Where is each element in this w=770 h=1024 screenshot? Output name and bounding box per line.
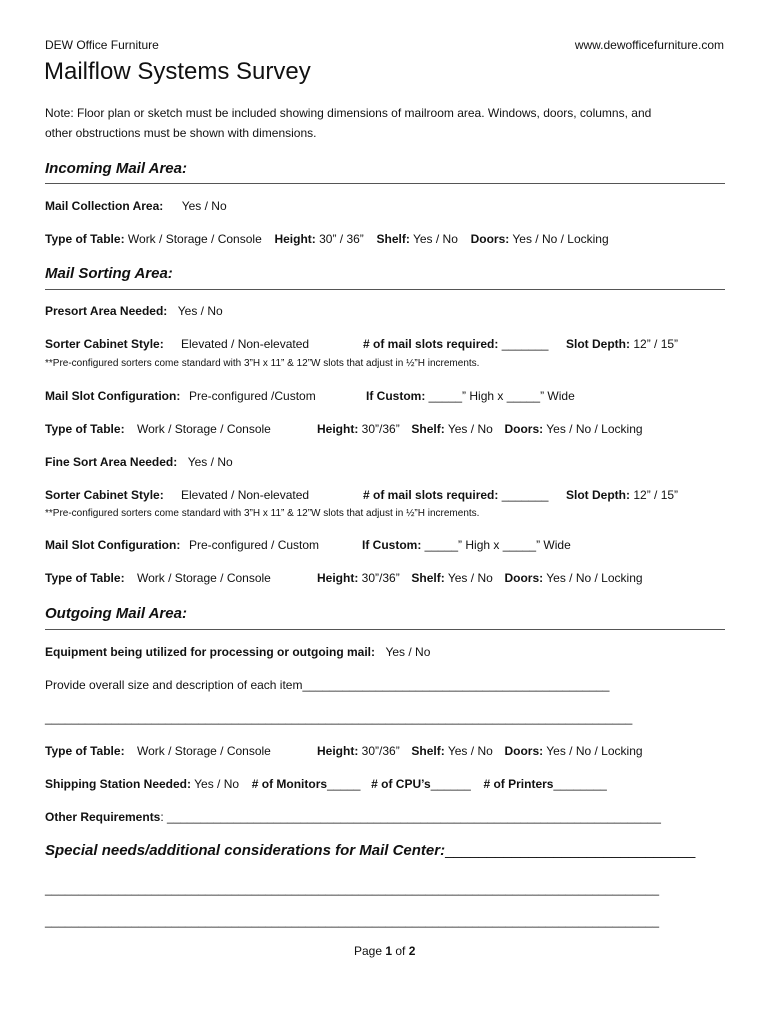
- doors-options[interactable]: Yes / No / Locking: [546, 422, 643, 436]
- slot-depth-label: Slot Depth:: [566, 488, 630, 502]
- shelf-options[interactable]: Yes / No: [447, 571, 493, 585]
- doors-options[interactable]: Yes / No / Locking: [512, 232, 609, 246]
- doors-options[interactable]: Yes / No / Locking: [546, 571, 643, 585]
- table-type-label: Type of Table:: [45, 422, 125, 436]
- cpus-label: # of CPU’s: [371, 777, 431, 791]
- page-current: 1: [385, 944, 393, 958]
- cpus-field[interactable]: ______: [430, 777, 471, 791]
- describe-row: [45, 678, 609, 692]
- presort-row: [45, 304, 223, 318]
- shipping-row: [45, 777, 607, 791]
- custom-label: If Custom:: [362, 538, 422, 552]
- custom-size-field[interactable]: _____” High x _____” Wide: [428, 389, 575, 403]
- table-type-options[interactable]: Work / Storage / Console: [137, 744, 271, 758]
- height-options[interactable]: 30”/36”: [361, 571, 400, 585]
- fine-sort-options[interactable]: Yes / No: [187, 455, 233, 469]
- note-line-2: other obstructions must be shown with dimensions.: [45, 126, 317, 140]
- shelf-label: Shelf:: [411, 744, 445, 758]
- shelf-label: Shelf:: [376, 232, 410, 246]
- doors-label: Doors:: [470, 232, 510, 246]
- doors-label: Doors:: [504, 422, 544, 436]
- fine-sort-label: Fine Sort Area Needed:: [45, 455, 178, 469]
- table-type-options[interactable]: Work / Storage / Console: [137, 571, 271, 585]
- slot-config-label: Mail Slot Configuration:: [45, 538, 181, 552]
- page-prefix: Page: [354, 944, 386, 958]
- special-needs-line-2[interactable]: ____________________________________________________________________________________________: [45, 914, 659, 928]
- special-needs-line-1[interactable]: ____________________________________________________________________________________________: [45, 882, 659, 896]
- preconfig-footnote: **Pre-configured sorters come standard with 3”H x 11” & 12”W slots that adjust in ½”H increments.: [45, 508, 480, 519]
- equipment-row: [45, 645, 430, 659]
- note-line-1: Note: Floor plan or sketch must be included showing dimensions of mailroom area. Windows, doors, columns, and: [45, 106, 652, 120]
- company-name: DEW Office Furniture: [45, 38, 159, 52]
- shelf-label: Shelf:: [411, 422, 445, 436]
- mail-slots-field[interactable]: _______: [501, 337, 549, 351]
- shelf-options[interactable]: Yes / No: [447, 422, 493, 436]
- describe-field[interactable]: ______________________________________________: [302, 678, 610, 692]
- table-type-label: Type of Table:: [45, 744, 125, 758]
- mail-collection-options[interactable]: Yes / No: [181, 199, 227, 213]
- slot-config-label: Mail Slot Configuration:: [45, 389, 181, 403]
- slot-depth-label: Slot Depth:: [566, 337, 630, 351]
- mail-slots-row: [363, 337, 548, 351]
- page-total: 2: [408, 944, 416, 958]
- doors-label: Doors:: [504, 571, 544, 585]
- preconfig-footnote: **Pre-configured sorters come standard with 3”H x 11” & 12”W slots that adjust in ½”H increments.: [45, 358, 480, 369]
- monitors-label: # of Monitors: [251, 777, 328, 791]
- sorting-divider: [45, 289, 725, 290]
- equipment-options[interactable]: Yes / No: [385, 645, 431, 659]
- outgoing-divider: [45, 629, 725, 630]
- table-type-label: Type of Table:: [45, 232, 125, 246]
- mail-slots-row: [363, 488, 548, 502]
- fine-sort-row: [45, 455, 233, 469]
- incoming-heading: Incoming Mail Area:: [45, 160, 187, 177]
- presort-options[interactable]: Yes / No: [177, 304, 223, 318]
- shipping-options[interactable]: Yes / No: [194, 777, 240, 791]
- slot-depth-options[interactable]: 12” / 15”: [633, 337, 679, 351]
- slot-depth-row: [566, 337, 678, 351]
- sorter-style-options[interactable]: Elevated / Non-elevated: [181, 337, 310, 351]
- slot-depth-options[interactable]: 12” / 15”: [633, 488, 679, 502]
- page-title: Mailflow Systems Survey: [44, 58, 311, 85]
- sorter-style-options[interactable]: Elevated / Non-elevated: [181, 488, 310, 502]
- printers-field[interactable]: ________: [553, 777, 607, 791]
- page-of: of: [392, 944, 409, 958]
- mail-slots-field[interactable]: _______: [501, 488, 549, 502]
- shipping-label: Shipping Station Needed:: [45, 777, 191, 791]
- describe-text: Provide overall size and description of each item: [45, 678, 303, 692]
- mail-collection-label: Mail Collection Area:: [45, 199, 164, 213]
- other-requirements-row: [45, 810, 661, 824]
- equipment-label: Equipment being utilized for processing or outgoing mail:: [45, 645, 375, 659]
- presort-label: Presort Area Needed:: [45, 304, 168, 318]
- doors-options[interactable]: Yes / No / Locking: [546, 744, 643, 758]
- sorter-style-label: Sorter Cabinet Style:: [45, 337, 164, 351]
- specs-row: [317, 422, 643, 436]
- height-label: Height:: [317, 571, 359, 585]
- specs-row: [317, 744, 643, 758]
- height-options[interactable]: 30”/36”: [361, 744, 400, 758]
- monitors-field[interactable]: _____: [327, 777, 361, 791]
- mail-slots-label: # of mail slots required:: [363, 337, 499, 351]
- specs-row: [317, 571, 643, 585]
- height-label: Height:: [317, 744, 359, 758]
- height-options[interactable]: 30” / 36”: [319, 232, 364, 246]
- special-needs-heading: Special needs/additional considerations for Mail Center:: [45, 842, 446, 859]
- table-type-label: Type of Table:: [45, 571, 125, 585]
- printers-label: # of Printers: [483, 777, 554, 791]
- incoming-divider: [45, 183, 725, 184]
- custom-size-field[interactable]: _____” High x _____” Wide: [424, 538, 571, 552]
- mail-slots-label: # of mail slots required:: [363, 488, 499, 502]
- shelf-options[interactable]: Yes / No: [412, 232, 458, 246]
- shelf-options[interactable]: Yes / No: [447, 744, 493, 758]
- height-label: Height:: [274, 232, 316, 246]
- sorting-heading: Mail Sorting Area:: [45, 265, 173, 282]
- slot-config-options[interactable]: Pre-configured /Custom: [189, 389, 316, 403]
- custom-size-row: [366, 389, 575, 403]
- describe-field-line[interactable]: ________________________________________________________________________________________: [45, 711, 633, 725]
- website-url: www.dewofficefurniture.com: [574, 38, 724, 52]
- table-type-options[interactable]: Work / Storage / Console: [137, 422, 271, 436]
- custom-label: If Custom:: [366, 389, 426, 403]
- height-options[interactable]: 30”/36”: [361, 422, 400, 436]
- slot-depth-row: [566, 488, 678, 502]
- other-requirements-label: Other Requirements: [45, 810, 161, 824]
- special-needs-field[interactable]: ______________________________: [445, 842, 696, 859]
- mail-collection-row: [45, 199, 227, 213]
- table-type-options[interactable]: Work / Storage / Console: [127, 232, 262, 246]
- incoming-table-row: [45, 232, 609, 246]
- outgoing-heading: Outgoing Mail Area:: [45, 605, 187, 622]
- slot-config-options[interactable]: Pre-configured / Custom: [189, 538, 320, 552]
- other-requirements-field[interactable]: : __________________________________________________________________________: [160, 810, 661, 824]
- height-label: Height:: [317, 422, 359, 436]
- page-number: [354, 944, 415, 958]
- shelf-label: Shelf:: [411, 571, 445, 585]
- doors-label: Doors:: [504, 744, 544, 758]
- special-needs-row: [45, 842, 695, 859]
- custom-size-row: [362, 538, 571, 552]
- sorter-style-label: Sorter Cabinet Style:: [45, 488, 164, 502]
